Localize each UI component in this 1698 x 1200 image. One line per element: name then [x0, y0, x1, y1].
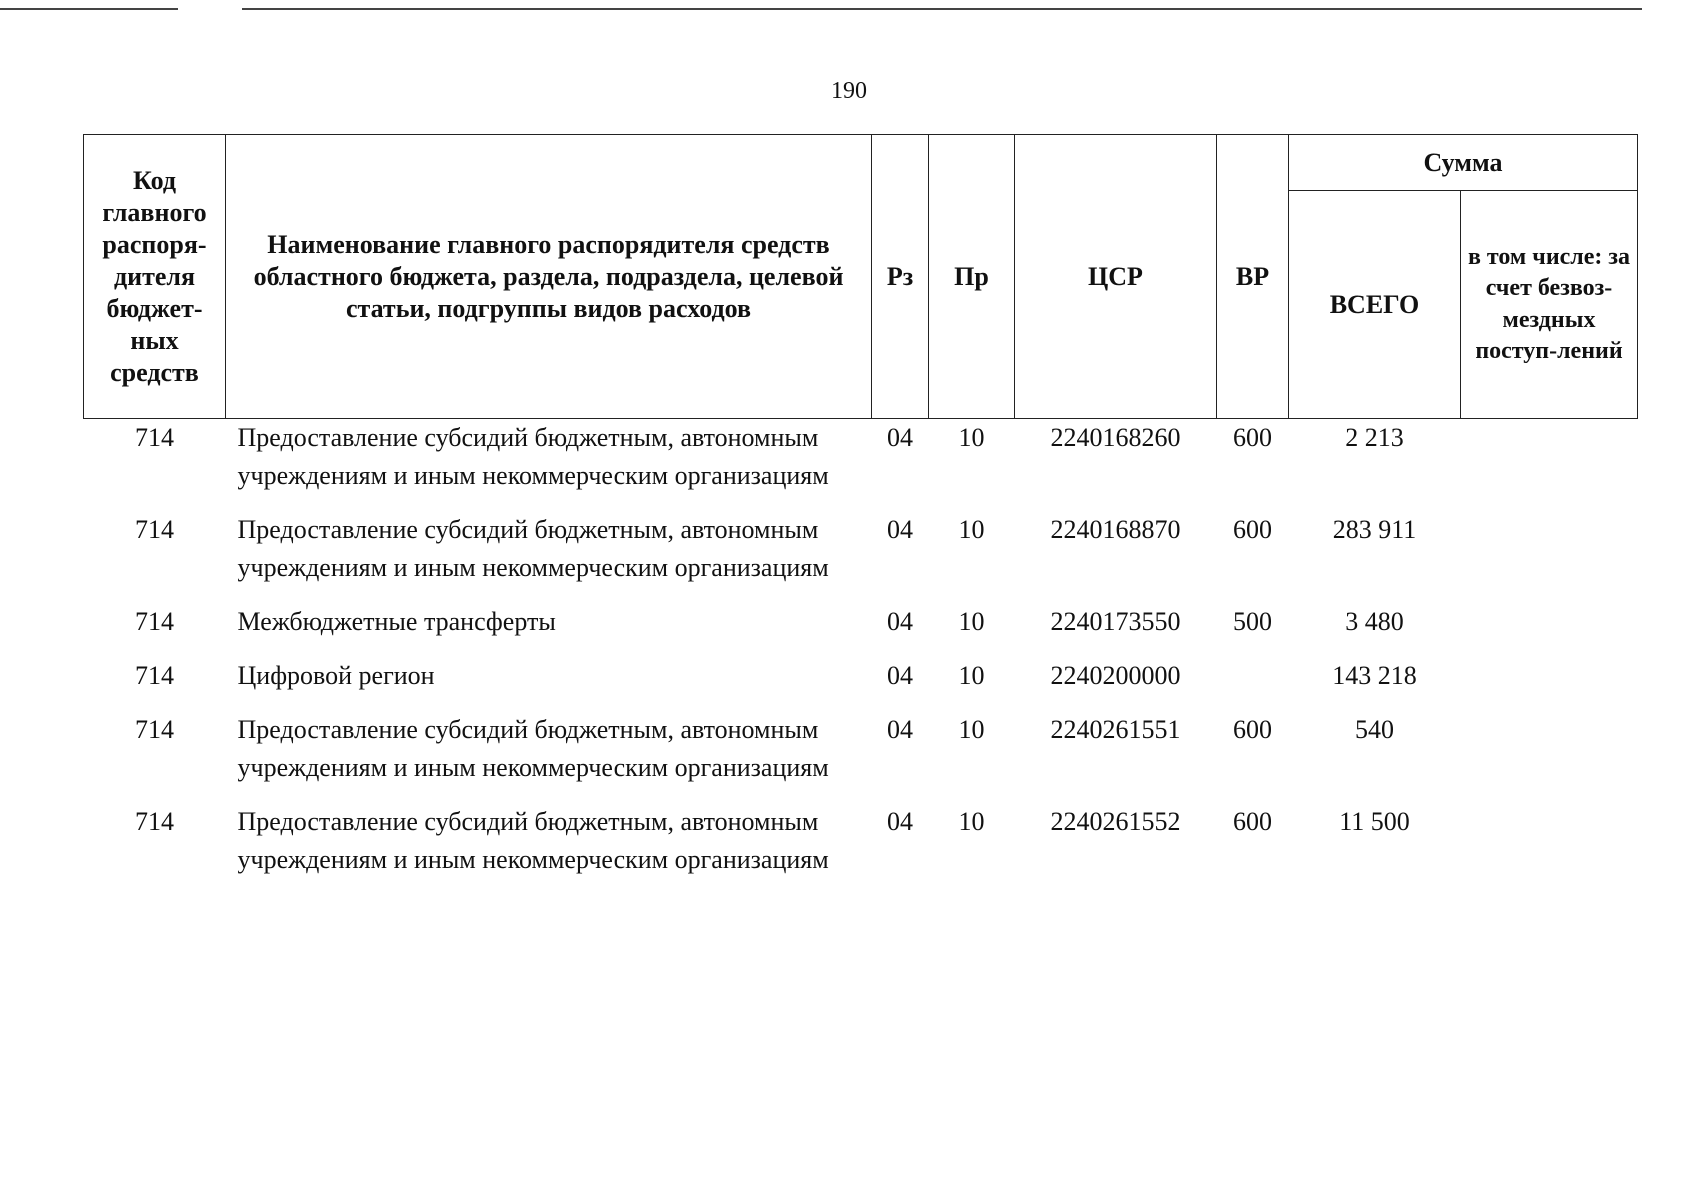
cell-gratuitous	[1461, 511, 1638, 603]
cell-gratuitous	[1461, 711, 1638, 803]
cell-name: Предоставление субсидий бюджетным, автономным учреждениям и иным некоммерческим организациям	[237, 807, 829, 874]
cell-vr: 600	[1233, 807, 1272, 836]
cell-vr: 600	[1233, 515, 1272, 544]
cell-code: 714	[135, 607, 174, 636]
header-pr: Пр	[929, 135, 1015, 419]
cell-rz: 04	[887, 423, 913, 452]
cell-vr	[1217, 657, 1289, 711]
scan-edge-line	[242, 8, 1642, 10]
cell-rz: 04	[887, 607, 913, 636]
cell-gratuitous	[1461, 657, 1638, 711]
cell-csr: 2240168870	[1050, 515, 1181, 544]
header-total: ВСЕГО	[1289, 191, 1461, 419]
cell-total: 3 480	[1345, 607, 1404, 636]
cell-total: 283 911	[1332, 515, 1417, 544]
cell-rz: 04	[887, 661, 913, 690]
table-row	[84, 711, 1638, 803]
cell-pr: 10	[958, 715, 985, 744]
cell-name: Межбюджетные трансферты	[237, 607, 556, 636]
cell-total: 11 500	[1339, 807, 1410, 836]
header-sum: Сумма	[1289, 135, 1638, 191]
cell-rz: 04	[887, 715, 913, 744]
cell-rz: 04	[887, 515, 913, 544]
scan-edge-line	[0, 8, 178, 10]
cell-csr: 2240173550	[1050, 607, 1181, 636]
table-row	[84, 603, 1638, 657]
cell-name: Предоставление субсидий бюджетным, автономным учреждениям и иным некоммерческим организациям	[237, 515, 829, 582]
table-header	[84, 135, 1638, 419]
cell-pr: 10	[958, 807, 985, 836]
table-row	[84, 419, 1638, 512]
cell-code: 714	[135, 515, 174, 544]
cell-total: 2 213	[1345, 423, 1404, 452]
cell-code: 714	[135, 423, 174, 452]
cell-total: 540	[1355, 715, 1394, 744]
cell-vr: 500	[1233, 607, 1272, 636]
table-row	[84, 803, 1638, 895]
cell-csr: 2240261551	[1050, 715, 1181, 744]
cell-gratuitous	[1461, 419, 1638, 512]
cell-pr: 10	[958, 607, 985, 636]
cell-csr: 2240168260	[1050, 423, 1181, 452]
header-rz: Рз	[872, 135, 929, 419]
budget-table	[83, 134, 1638, 895]
cell-name: Предоставление субсидий бюджетным, автономным учреждениям и иным некоммерческим организациям	[237, 715, 829, 782]
cell-total: 143 218	[1332, 661, 1417, 690]
cell-pr: 10	[958, 423, 985, 452]
cell-vr: 600	[1233, 715, 1272, 744]
cell-gratuitous	[1461, 603, 1638, 657]
table-body	[84, 419, 1638, 896]
header-csr: ЦСР	[1015, 135, 1217, 419]
cell-code: 714	[135, 807, 174, 836]
cell-code: 714	[135, 661, 174, 690]
cell-vr: 600	[1233, 423, 1272, 452]
header-gratuitous: в том числе: за счет безвоз-мездных поступ-лений	[1461, 191, 1638, 419]
header-name: Наименование главного распорядителя средств областного бюджета, раздела, подраздела, целевой статьи, подгруппы видов расходов	[226, 135, 872, 419]
table-row	[84, 511, 1638, 603]
header-code: Код главного распоря-дителя бюджет-ных средств	[84, 135, 226, 419]
cell-code: 714	[135, 715, 174, 744]
cell-pr: 10	[958, 661, 985, 690]
cell-pr: 10	[958, 515, 985, 544]
table-row	[84, 657, 1638, 711]
header-vr: ВР	[1217, 135, 1289, 419]
cell-name: Предоставление субсидий бюджетным, автономным учреждениям и иным некоммерческим организациям	[237, 423, 829, 490]
page-number: 190	[831, 78, 867, 104]
cell-csr: 2240261552	[1050, 807, 1181, 836]
cell-csr: 2240200000	[1050, 661, 1181, 690]
cell-gratuitous	[1461, 803, 1638, 895]
cell-rz: 04	[887, 807, 913, 836]
cell-name: Цифровой регион	[237, 661, 435, 690]
